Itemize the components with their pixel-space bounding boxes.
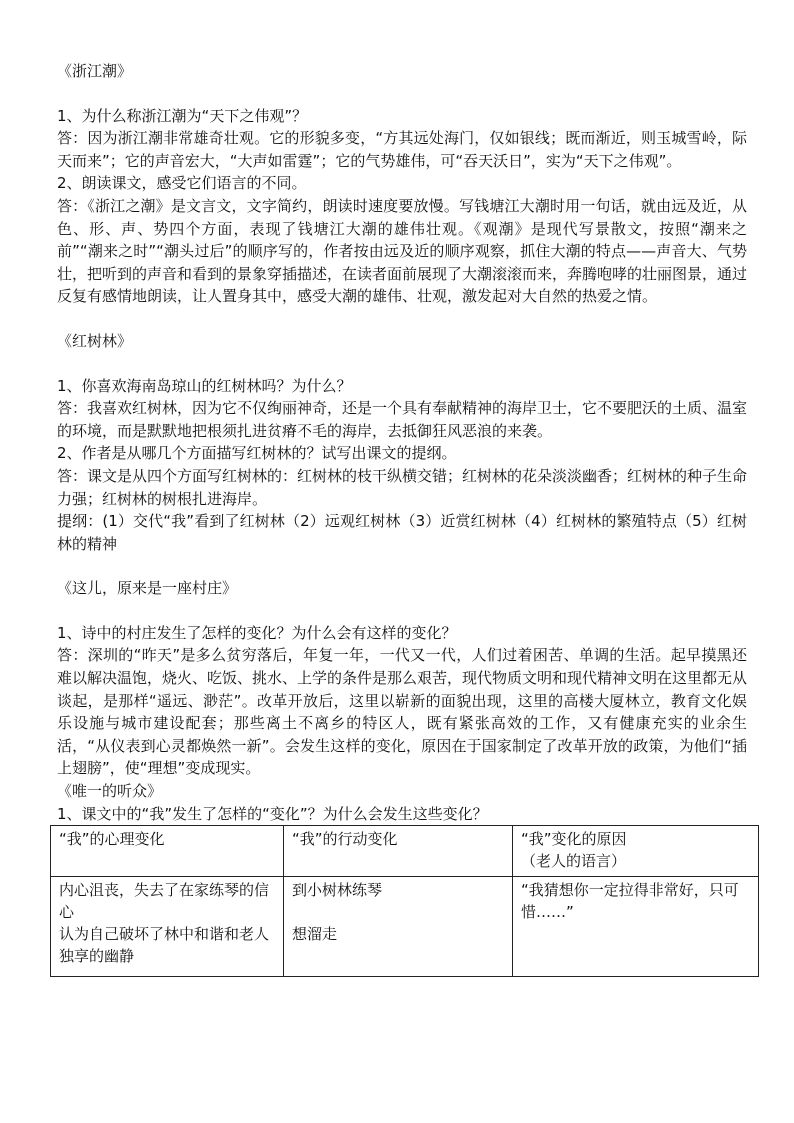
table-header-cell: “我”的心理变化 <box>51 826 284 877</box>
question-2: 2、作者是从哪几个方面描写红树林的？试写出课文的提纲。 <box>57 444 457 463</box>
change-table <box>50 825 759 977</box>
table-cell: 内心沮丧，失去了在家练琴的信心 认为自己破坏了林中和谐和老人独享的幽静 <box>51 877 284 977</box>
answer-1: 答：我喜欢红树林，因为它不仅绚丽神奇，还是一个具有奉献精神的海岸卫士，它不要肥沃的土质、温室的环境，而是默默地把根须扎进贫瘠不毛的海岸，去抵御狂风恶浪的来袭。 <box>57 399 748 440</box>
table-header-cell: “我”变化的原因 （老人的语言） <box>513 826 759 877</box>
question-1: 1、为什么称浙江潮为“天下之伟观”？ <box>57 106 308 125</box>
table-header-row <box>51 826 759 877</box>
table-cell: 到小树林练琴 想溜走 <box>284 877 513 977</box>
question-1: 1、你喜欢海南岛琼山的红树林吗？为什么？ <box>57 376 352 395</box>
table-header-cell: “我”的行动变化 <box>284 826 513 877</box>
section-title-only-listener: 《唯一的听众》 <box>57 782 163 801</box>
table-cell: “我猜想你一定拉得非常好，只可惜……” <box>513 877 759 977</box>
answer-2: 答：《浙江之潮》是文言文，文字简约，朗读时速度要放慢。写钱塘江大潮时用一句话，就由远及近，从色、形、声、势四个方面，表现了钱塘江大潮的雄伟壮观。《观潮》是现代写景散文，按照“潮来之前”“潮来之时”“潮头过后”的顺序写的，作者按由远及近的顺序观察，抓住大潮的特点——声音大、气势壮，把听到的声音和看到的景象穿插描述，在读者面前展现了大潮滚滚而来，奔腾咆哮的壮丽图景，通过反复有感情地朗读，让人置身其中，感受大潮的雄伟、壮观，激发起对大自然的热爱之情。 <box>57 196 748 306</box>
answer-2: 答：课文是从四个方面写红树林的：红树林的枝干纵横交错；红树林的花朵淡淡幽香；红树林的种子生命力强；红树林的树根扎进海岸。 <box>57 466 748 508</box>
outline: 提纲：(1）交代“我”看到了红树林（2）远观红树林（3）近赏红树林（4）红树林的繁殖特点（5）红树林的精神 <box>57 512 747 553</box>
section-title-zhejiang-tide: 《浙江潮》 <box>57 62 133 80</box>
question-1: 1、诗中的村庄发生了怎样的变化？为什么会有这样的变化？ <box>57 623 457 642</box>
answer-1: 答：深圳的“昨天”是多么贫穷落后，年复一年，一代又一代，人们过着困苦、单调的生活。起早摸黑还难以解决温饱，烧火、吃饭、挑水、上学的条件是那么艰苦，现代物质文明和现代精神文明在这里都无从谈起，是那样“遥远、渺茫”。改革开放后，这里以崭新的面貌出现，这里的高楼大厦林立，教育文化娱乐设施与城市建设配套；那些离土不离乡的特区人，既有紧张高效的工作，又有健康充实的业余生活，“从仪表到心灵都焕然一新”。会发生这样的变化，原因在于国家制定了改革开放的政策，为他们“插上翅膀”，使“理想”变成现实。 <box>57 646 748 778</box>
question-1: 1、课文中的“我”发生了怎样的“变化”？为什么会发生这些变化？ <box>57 804 488 823</box>
section-title-mangrove: 《红树林》 <box>57 331 133 350</box>
question-2: 2、朗读课文，感受它们语言的不同。 <box>57 174 307 193</box>
document-page <box>57 60 747 977</box>
section-title-village: 《这儿，原来是一座村庄》 <box>57 579 238 598</box>
answer-1: 答：因为浙江潮非常雄奇壮观。它的形貌多变，“方其远处海门，仅如银线；既而渐近，则玉城雪岭，际天而来”；它的声音宏大，“大声如雷霆”；它的气势雄伟，可“吞天沃日”，实为“天下之伟观”。 <box>57 129 747 170</box>
table-row <box>51 877 759 977</box>
